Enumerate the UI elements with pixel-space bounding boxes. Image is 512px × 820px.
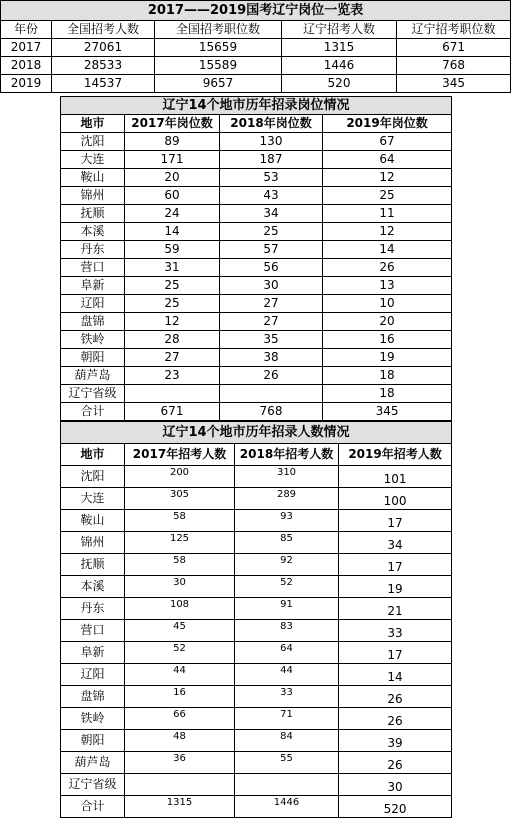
value-cell: 26 [339, 686, 452, 708]
value-cell: 36 [125, 752, 235, 774]
table2-header-cell: 地市 [61, 115, 125, 133]
value-cell: 14 [323, 241, 452, 259]
value-cell: 64 [323, 151, 452, 169]
table3-row [61, 466, 452, 488]
value-cell: 59 [125, 241, 220, 259]
city-cell: 葫芦岛 [61, 752, 125, 774]
table3-row [61, 576, 452, 598]
value-cell: 28 [125, 331, 220, 349]
table2-row [61, 223, 452, 241]
city-cell: 鞍山 [61, 510, 125, 532]
table1-header-row [1, 21, 511, 39]
value-cell: 10 [323, 295, 452, 313]
table3-header-cell: 2017年招考人数 [125, 444, 235, 466]
city-cell: 大连 [61, 488, 125, 510]
value-cell: 30 [339, 774, 452, 796]
value-cell: 21 [339, 598, 452, 620]
value-cell: 30 [125, 576, 235, 598]
table2-row [61, 151, 452, 169]
city-cell: 鞍山 [61, 169, 125, 187]
value-cell: 305 [125, 488, 235, 510]
value-cell: 55 [235, 752, 339, 774]
table3-header-cell: 地市 [61, 444, 125, 466]
value-cell: 130 [220, 133, 323, 151]
value-cell: 17 [339, 554, 452, 576]
table3-row [61, 686, 452, 708]
table1-header-cell: 辽宁招考人数 [282, 21, 397, 39]
value-cell: 27061 [52, 39, 155, 57]
table1-header-cell: 年份 [1, 21, 52, 39]
value-cell [125, 385, 220, 403]
city-cell: 2017 [1, 39, 52, 57]
value-cell: 768 [397, 57, 511, 75]
value-cell: 58 [125, 554, 235, 576]
city-cell: 丹东 [61, 598, 125, 620]
value-cell: 1446 [282, 57, 397, 75]
value-cell: 85 [235, 532, 339, 554]
value-cell: 24 [125, 205, 220, 223]
value-cell: 34 [339, 532, 452, 554]
city-cell: 2019 [1, 75, 52, 93]
value-cell: 91 [235, 598, 339, 620]
city-cell: 盘锦 [61, 313, 125, 331]
city-recruits-table [60, 421, 452, 818]
value-cell: 33 [235, 686, 339, 708]
value-cell: 27 [125, 349, 220, 367]
city-cell: 葫芦岛 [61, 367, 125, 385]
value-cell: 12 [323, 169, 452, 187]
value-cell: 26 [339, 708, 452, 730]
table2-row [61, 133, 452, 151]
table3-row [61, 554, 452, 576]
value-cell: 18 [323, 367, 452, 385]
city-cell: 铁岭 [61, 708, 125, 730]
value-cell: 20 [125, 169, 220, 187]
value-cell: 520 [339, 796, 452, 818]
value-cell: 20 [323, 313, 452, 331]
city-cell: 锦州 [61, 532, 125, 554]
city-cell: 丹东 [61, 241, 125, 259]
table1-header-cell: 辽宁招考职位数 [397, 21, 511, 39]
city-cell: 抚顺 [61, 554, 125, 576]
city-cell: 锦州 [61, 187, 125, 205]
value-cell: 671 [125, 403, 220, 421]
table2-row [61, 241, 452, 259]
value-cell: 38 [220, 349, 323, 367]
national-liaoning-summary-table [0, 0, 511, 93]
table2-header-row [61, 115, 452, 133]
city-cell: 朝阳 [61, 349, 125, 367]
table3-row [61, 664, 452, 686]
table2-row [61, 403, 452, 421]
table2-row [61, 259, 452, 277]
table3-row [61, 488, 452, 510]
table3-row [61, 642, 452, 664]
value-cell: 19 [339, 576, 452, 598]
city-cell: 合计 [61, 796, 125, 818]
city-cell: 抚顺 [61, 205, 125, 223]
value-cell: 14537 [52, 75, 155, 93]
value-cell: 28533 [52, 57, 155, 75]
table1-title: 2017——2019国考辽宁岗位一览表 [1, 1, 511, 21]
table2-row [61, 295, 452, 313]
city-cell: 辽阳 [61, 295, 125, 313]
value-cell: 768 [220, 403, 323, 421]
table2-row [61, 331, 452, 349]
table3-header-row [61, 444, 452, 466]
value-cell: 15589 [155, 57, 282, 75]
value-cell: 39 [339, 730, 452, 752]
value-cell: 1315 [282, 39, 397, 57]
value-cell: 310 [235, 466, 339, 488]
value-cell: 16 [125, 686, 235, 708]
table3-row [61, 774, 452, 796]
value-cell: 25 [220, 223, 323, 241]
city-cell: 辽宁省级 [61, 774, 125, 796]
city-cell: 辽宁省级 [61, 385, 125, 403]
city-cell: 阜新 [61, 642, 125, 664]
value-cell: 671 [397, 39, 511, 57]
value-cell: 45 [125, 620, 235, 642]
value-cell: 27 [220, 313, 323, 331]
value-cell: 345 [397, 75, 511, 93]
value-cell: 26 [323, 259, 452, 277]
table3-row [61, 620, 452, 642]
table3-row [61, 510, 452, 532]
value-cell: 108 [125, 598, 235, 620]
table1-header-cell: 全国招考人数 [52, 21, 155, 39]
value-cell: 31 [125, 259, 220, 277]
value-cell: 171 [125, 151, 220, 169]
table3-header-cell: 2019年招考人数 [339, 444, 452, 466]
value-cell: 35 [220, 331, 323, 349]
value-cell: 16 [323, 331, 452, 349]
value-cell: 30 [220, 277, 323, 295]
value-cell: 11 [323, 205, 452, 223]
value-cell: 520 [282, 75, 397, 93]
value-cell: 289 [235, 488, 339, 510]
value-cell [235, 774, 339, 796]
value-cell: 100 [339, 488, 452, 510]
table2-header-cell: 2017年岗位数 [125, 115, 220, 133]
value-cell: 25 [323, 187, 452, 205]
table2-row [61, 349, 452, 367]
city-cell: 沈阳 [61, 466, 125, 488]
value-cell: 12 [323, 223, 452, 241]
city-cell: 营口 [61, 259, 125, 277]
value-cell: 1315 [125, 796, 235, 818]
value-cell: 1446 [235, 796, 339, 818]
value-cell: 43 [220, 187, 323, 205]
value-cell: 58 [125, 510, 235, 532]
value-cell: 60 [125, 187, 220, 205]
table3-title: 辽宁14个地市历年招录人数情况 [61, 422, 452, 444]
value-cell: 83 [235, 620, 339, 642]
city-cell: 大连 [61, 151, 125, 169]
value-cell: 52 [235, 576, 339, 598]
table1-header-cell: 全国招考职位数 [155, 21, 282, 39]
city-positions-table [60, 96, 452, 421]
value-cell: 33 [339, 620, 452, 642]
value-cell: 125 [125, 532, 235, 554]
city-cell: 营口 [61, 620, 125, 642]
city-cell: 阜新 [61, 277, 125, 295]
table2-row [61, 187, 452, 205]
value-cell: 56 [220, 259, 323, 277]
city-cell: 合计 [61, 403, 125, 421]
table2-row [61, 205, 452, 223]
table2-row [61, 277, 452, 295]
table3-header-cell: 2018年招考人数 [235, 444, 339, 466]
table2-title: 辽宁14个地市历年招录岗位情况 [61, 97, 452, 115]
value-cell: 64 [235, 642, 339, 664]
table2-row [61, 313, 452, 331]
value-cell: 26 [220, 367, 323, 385]
value-cell: 187 [220, 151, 323, 169]
value-cell: 14 [125, 223, 220, 241]
table2-row [61, 385, 452, 403]
city-cell: 朝阳 [61, 730, 125, 752]
city-cell: 盘锦 [61, 686, 125, 708]
value-cell: 25 [125, 277, 220, 295]
table3-row [61, 730, 452, 752]
table2-row [61, 169, 452, 187]
city-cell: 本溪 [61, 223, 125, 241]
value-cell: 13 [323, 277, 452, 295]
value-cell: 19 [323, 349, 452, 367]
value-cell [220, 385, 323, 403]
table3-row [61, 752, 452, 774]
value-cell: 92 [235, 554, 339, 576]
city-cell: 铁岭 [61, 331, 125, 349]
city-cell: 2018 [1, 57, 52, 75]
value-cell: 44 [235, 664, 339, 686]
value-cell: 12 [125, 313, 220, 331]
value-cell: 44 [125, 664, 235, 686]
value-cell: 23 [125, 367, 220, 385]
table3-row [61, 796, 452, 818]
value-cell [125, 774, 235, 796]
value-cell: 17 [339, 510, 452, 532]
value-cell: 53 [220, 169, 323, 187]
value-cell: 17 [339, 642, 452, 664]
table1-row [1, 57, 511, 75]
value-cell: 345 [323, 403, 452, 421]
value-cell: 57 [220, 241, 323, 259]
table1-row [1, 39, 511, 57]
value-cell: 9657 [155, 75, 282, 93]
value-cell: 15659 [155, 39, 282, 57]
table2-header-cell: 2019年岗位数 [323, 115, 452, 133]
value-cell: 200 [125, 466, 235, 488]
value-cell: 26 [339, 752, 452, 774]
value-cell: 18 [323, 385, 452, 403]
value-cell: 27 [220, 295, 323, 313]
value-cell: 93 [235, 510, 339, 532]
table3-row [61, 532, 452, 554]
value-cell: 48 [125, 730, 235, 752]
city-cell: 辽阳 [61, 664, 125, 686]
value-cell: 67 [323, 133, 452, 151]
value-cell: 14 [339, 664, 452, 686]
table2-header-cell: 2018年岗位数 [220, 115, 323, 133]
value-cell: 66 [125, 708, 235, 730]
value-cell: 34 [220, 205, 323, 223]
city-cell: 沈阳 [61, 133, 125, 151]
value-cell: 52 [125, 642, 235, 664]
table2-row [61, 367, 452, 385]
value-cell: 101 [339, 466, 452, 488]
value-cell: 84 [235, 730, 339, 752]
table3-row [61, 598, 452, 620]
table3-row [61, 708, 452, 730]
value-cell: 71 [235, 708, 339, 730]
table1-row [1, 75, 511, 93]
value-cell: 25 [125, 295, 220, 313]
city-cell: 本溪 [61, 576, 125, 598]
value-cell: 89 [125, 133, 220, 151]
